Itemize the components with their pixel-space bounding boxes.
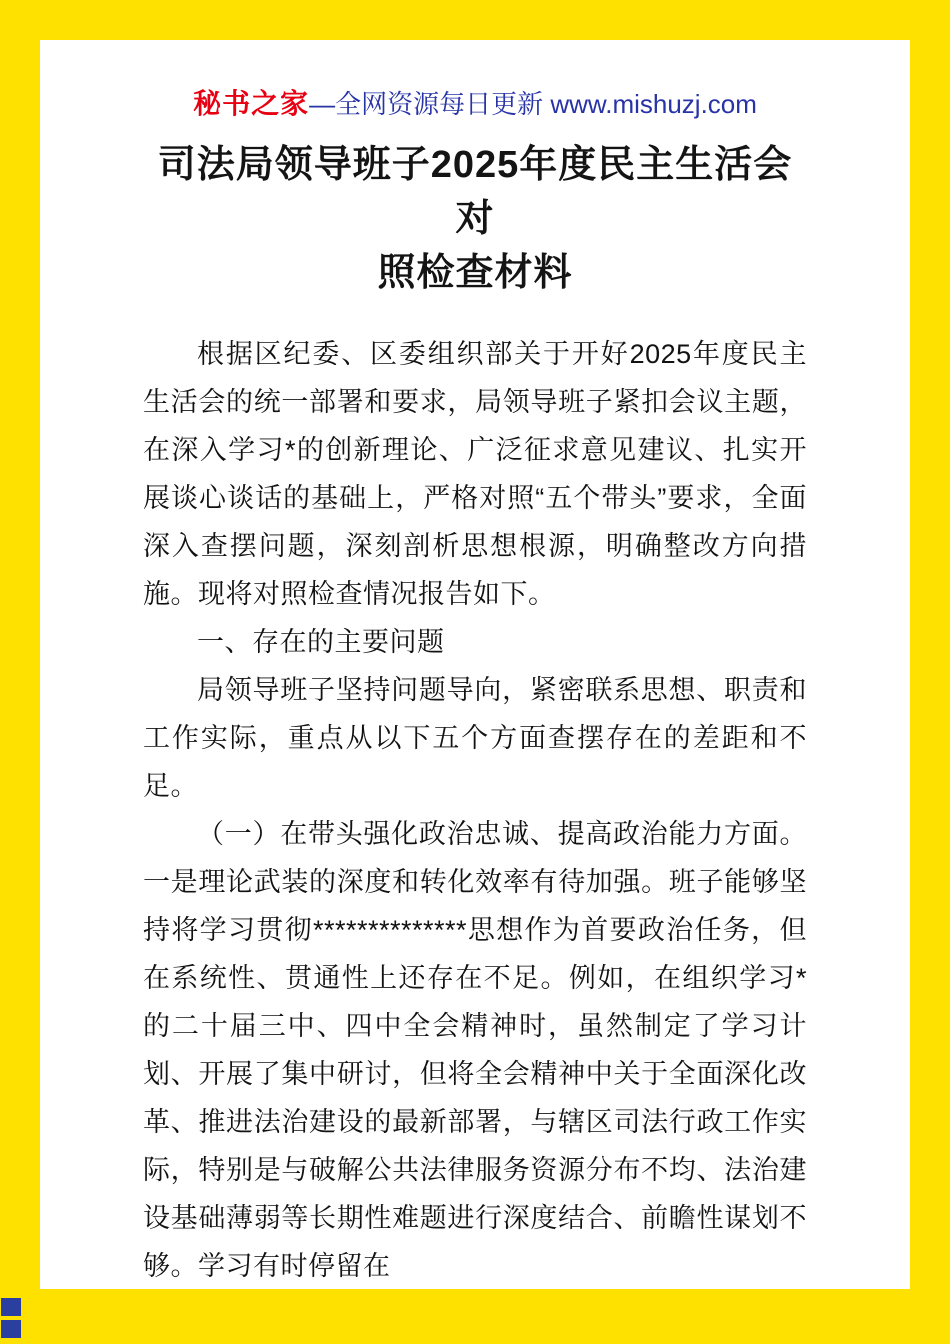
paragraph-intro: 根据区纪委、区委组织部关于开好2025年度民主生活会的统一部署和要求，局领导班子紧扣会议主题，在深入学习*的创新理论、广泛征求意见建议、扎实开展谈心谈话的基础上，严格对照“五个带头”要求，全面深入查摆问题，深刻剖析思想根源，明确整改方向措施。现将对照检查情况报告如下。 xyxy=(143,339,807,609)
corner-decoration-bottom xyxy=(1,1320,21,1338)
paragraph-item-one: （一）在带头强化政治忠诚、提高政治能力方面。一是理论武装的深度和转化效率有待加强。班子能够坚持将学习贯彻**************思想作为首要政治任务，但在系统性、贯通性上还存在不足。例如，在组织学习*的二十届三中、四中全会精神时，虽然制定了学习计划、开展了集中研讨，但将全会精神中关于全面深化改革、推进法治建设的最新部署，与辖区司法行政工作实际，特别是与破解公共法律服务资源分布不均、法治建设基础薄弱等长期性难题进行深度结合、前瞻性谋划不够。学习有时停留在 xyxy=(143,819,807,1281)
document-title-line-2: 照检查材料 xyxy=(377,252,573,294)
site-header xyxy=(143,82,807,122)
document-content xyxy=(40,40,910,1290)
document-title-line-1: 司法局领导班子2025年度民主生活会对 xyxy=(157,144,793,240)
section-heading: 一、存在的主要问题 xyxy=(197,627,445,657)
document-title xyxy=(143,138,807,300)
site-tagline: —全网资源每日更新 xyxy=(309,89,551,119)
paper-sheet xyxy=(40,40,910,1289)
site-brand: 秘书之家 xyxy=(193,88,310,119)
site-url: www.mishuzj.com xyxy=(550,89,757,119)
corner-decoration-top xyxy=(1,1298,21,1316)
paragraph-overview: 局领导班子坚持问题导向，紧密联系思想、职责和工作实际，重点从以下五个方面查摆存在的差距和不足。 xyxy=(143,675,807,801)
